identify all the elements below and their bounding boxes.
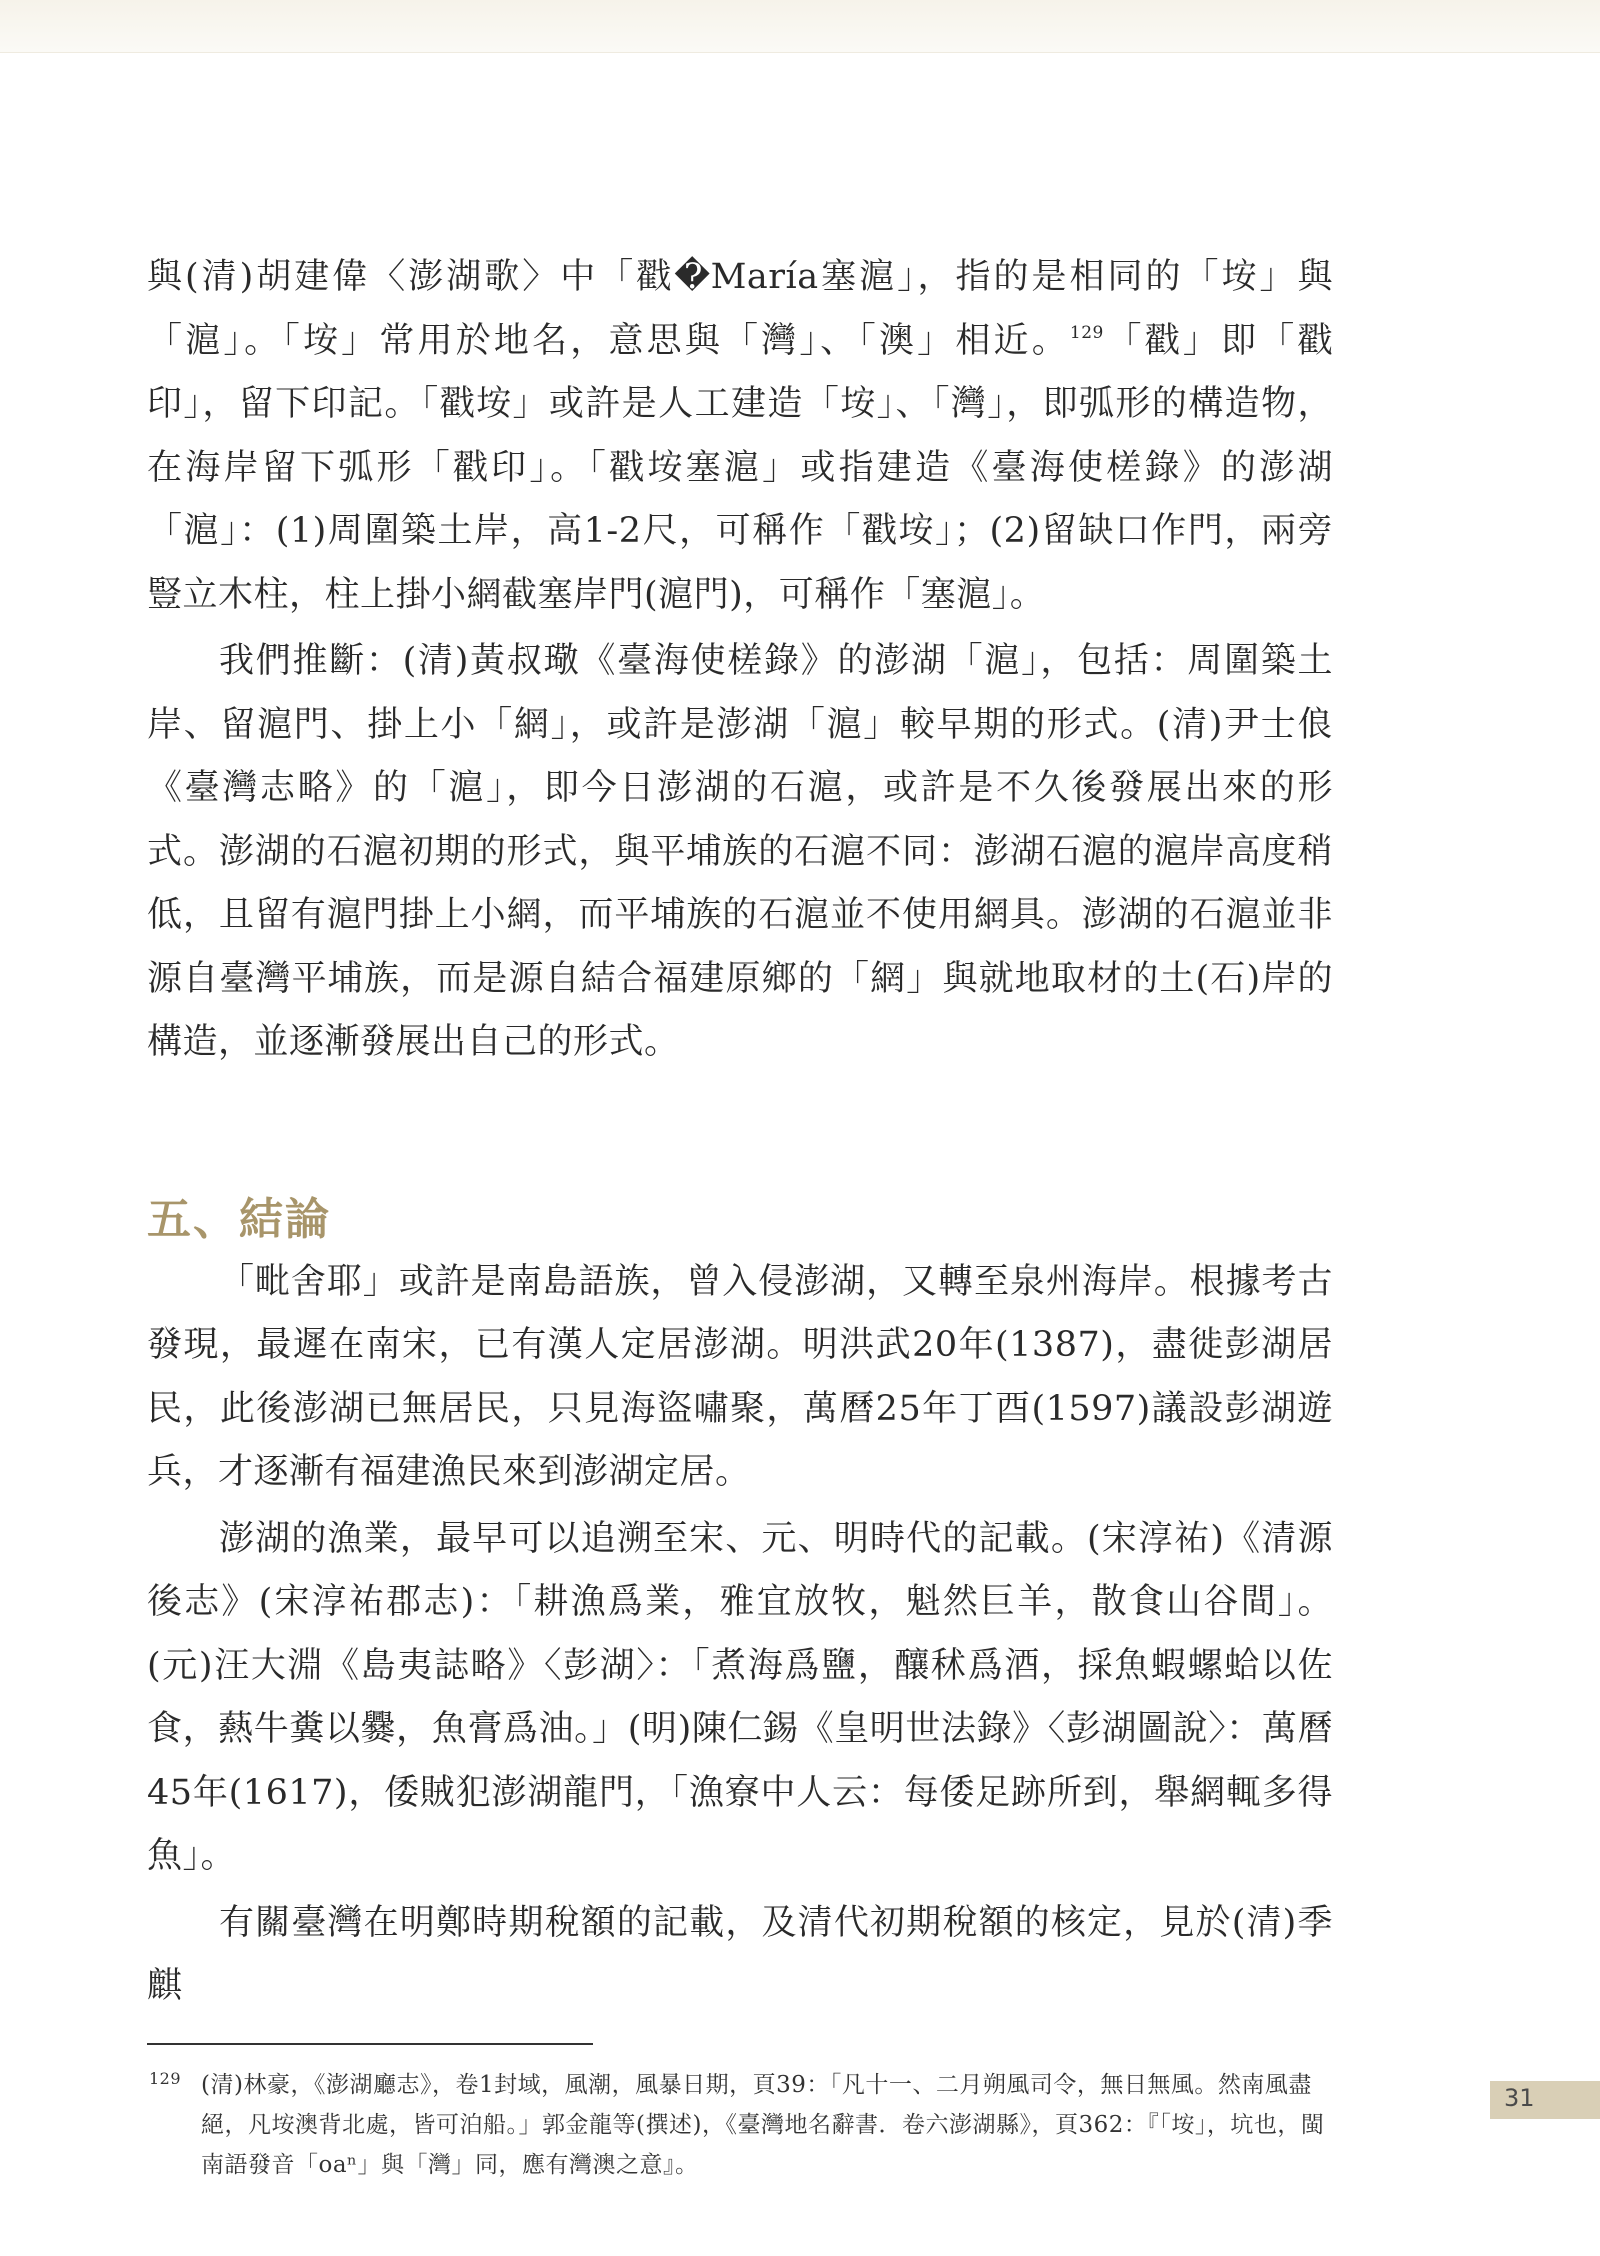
section-paragraph-3: 有關臺灣在明鄭時期稅額的記載，及清代初期稅額的核定，見於(清)季麒	[147, 1902, 1333, 2006]
footnote-reference: 129	[1069, 322, 1104, 343]
body-paragraph-1	[147, 246, 1333, 627]
body-paragraph-2: 我們推斷：(清)黃叔璥《臺海使槎錄》的澎湖「滬」，包括：周圍築土岸、留滬門、掛上小「網」，或許是澎湖「滬」較早期的形式。(清)尹士俍《臺灣志略》的「滬」，即今日澎湖的石滬，或許是不久後發展出來的形式。澎湖的石滬初期的形式，與平埔族的石滬不同：澎湖石滬的滬岸高度稍低，且留有滬門掛上小網，而平埔族的石滬並不使用網具。澎湖的石滬並非源自臺灣平埔族，而是源自結合福建原鄉的「網」與就地取材的土(石)岸的構造，並逐漸發展出自己的形式。	[147, 641, 1333, 1062]
body-paragraph-1-cont: 「戳」即「戳印」，留下印記。「戳垵」或許是人工建造「垵」、「灣」，即弧形的構造物，在海岸留下弧形「戳印」。「戳垵塞滬」或指建造《臺海使槎錄》的澎湖「滬」：(1)周圍築土岸，高1-2尺，可稱作「戳垵」；(2)留缺口作門，兩旁豎立木柱，柱上掛小網截塞岸門(滬門)，可稱作「塞滬」。	[147, 320, 1333, 615]
section-paragraph-2: 澎湖的漁業，最早可以追溯至宋、元、明時代的記載。(宋淳祐)《清源後志》(宋淳祐郡志)：「耕漁爲業，雅宜放牧，魁然巨羊，散食山谷間」。(元)汪大淵《島夷誌略》〈彭湖〉：「煮海爲鹽，釀秫爲酒，採魚蝦螺蛤以佐食，爇牛糞以爨，魚膏爲油。」(明)陳仁錫《皇明世法錄》〈彭湖圖說〉：萬曆45年(1617)，倭賊犯澎湖龍門，「漁寮中人云：每倭足跡所到，舉網輒多得魚」。	[147, 1518, 1333, 1876]
page-number-tab	[1490, 2081, 1600, 2119]
page-body	[147, 246, 1333, 2185]
section-heading: 五、結論	[147, 1193, 331, 1245]
footnote	[147, 2065, 1333, 2185]
footnote-number: 129	[149, 2068, 182, 2088]
footnote-divider	[147, 2043, 593, 2045]
section-paragraph-1: 「毗舍耶」或許是南島語族，曾入侵澎湖，又轉至泉州海岸。根據考古發現，最遲在南宋，已有漢人定居澎湖。明洪武20年(1387)，盡徙彭湖居民，此後澎湖已無居民，只見海盜嘯聚，萬曆25年丁酉(1597)議設彭湖遊兵，才逐漸有福建漁民來到澎湖定居。	[147, 1261, 1333, 1492]
footnote-text: (清)林豪，《澎湖廳志》，卷1封域，風潮，風暴日期，頁39：「凡十一、二月朔風司令，無日無風。然南風盡絕，凡垵澳背北處，皆可泊船。」郭金龍等(撰述)，《臺灣地名辭書．卷六澎湖縣》，頁362：『「垵」，坑也，閩南語發音「oaⁿ」與「灣」同，應有灣澳之意』。	[201, 2071, 1325, 2178]
body-paragraph-1-text: 與(清)胡建偉〈澎湖歌〉中「戳�María塞滬」，指的是相同的「垵」與「滬」。「垵」常用於地名，意思與「灣」、「澳」相近。	[147, 257, 1333, 361]
page-top-band	[0, 0, 1600, 53]
page-number: 31	[1504, 2084, 1535, 2112]
